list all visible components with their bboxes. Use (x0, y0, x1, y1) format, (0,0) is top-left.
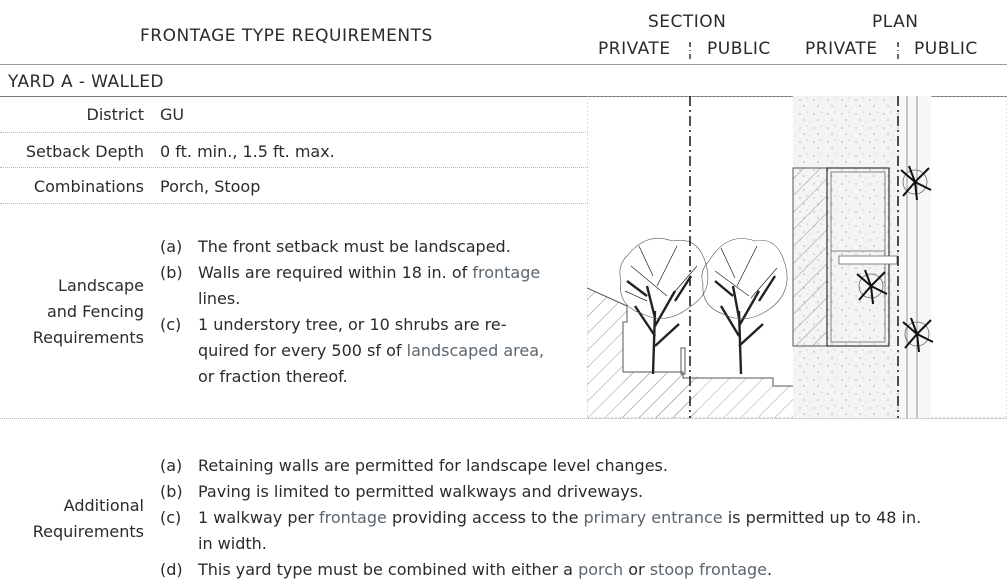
landscape-list (160, 234, 590, 390)
stoop-frontage-link[interactable]: stoop frontage (649, 560, 768, 579)
district-value: GU (160, 105, 185, 124)
list-marker: (a) (160, 456, 183, 475)
list-item (160, 234, 590, 260)
list-item (160, 453, 1000, 479)
frontage-link[interactable]: frontage (318, 508, 387, 527)
list-text: providing access to the (386, 508, 584, 527)
list-marker: (c) (160, 315, 182, 334)
landscaped-area-link[interactable]: landscaped area, (406, 341, 545, 360)
list-text: in width. (198, 534, 267, 553)
list-marker: (a) (160, 237, 183, 256)
list-item (160, 505, 1000, 557)
plan-public-label: PUBLIC (914, 39, 978, 59)
combinations-label: Combinations (33, 177, 144, 196)
list-marker: (c) (160, 508, 182, 527)
list-text: or (623, 560, 650, 579)
list-text: . (767, 560, 773, 579)
porch-link[interactable]: porch (578, 560, 624, 579)
district-label: District (86, 105, 144, 124)
list-item (160, 557, 1000, 583)
list-text: or fraction thereof. (198, 367, 348, 386)
additional-label-line: Requirements (32, 522, 144, 541)
header-dividers (0, 0, 1007, 70)
row-divider (0, 203, 588, 204)
list-text: 1 understory tree, or 10 shrubs are re- (198, 315, 507, 334)
list-marker: (d) (160, 560, 183, 579)
row-divider (0, 132, 588, 133)
primary-entrance-link[interactable]: primary entrance (583, 508, 723, 527)
plan-private-label: PRIVATE (805, 39, 878, 59)
list-text: Retaining walls are permitted for landscape level changes. (198, 456, 668, 475)
tree-icon (620, 238, 708, 374)
section-view (587, 96, 793, 418)
setback-value: 0 ft. min., 1.5 ft. max. (160, 142, 335, 161)
list-item (160, 312, 590, 390)
tree-icon (702, 239, 787, 375)
additional-label-line: Additional (63, 496, 144, 515)
landscape-label-line: Landscape (58, 276, 144, 295)
list-item (160, 260, 590, 312)
plan-view (793, 96, 1007, 418)
header-bottom-rule (0, 64, 1007, 65)
list-text: Walls are required within 18 in. of (198, 263, 473, 282)
list-text: quired for every 500 sf of (198, 341, 407, 360)
table-title: FRONTAGE TYPE REQUIREMENTS (140, 26, 433, 46)
list-item (160, 479, 1000, 505)
list-text: This yard type must be combined with either a (198, 560, 579, 579)
list-text: lines. (198, 289, 241, 308)
section-plan-diagram (587, 96, 1007, 420)
landscape-label (0, 273, 144, 351)
plan-heading: PLAN (872, 12, 919, 32)
list-marker: (b) (160, 482, 183, 501)
list-text: Paving is limited to permitted walkways and driveways. (198, 482, 644, 501)
row-divider (0, 167, 588, 168)
list-text: The front setback must be landscaped. (198, 237, 511, 256)
list-marker: (b) (160, 263, 183, 282)
setback-label: Setback Depth (25, 142, 144, 161)
landscape-label-line: Requirements (32, 328, 144, 347)
list-text: 1 walkway per (198, 508, 319, 527)
combinations-value: Porch, Stoop (160, 177, 261, 196)
section-heading: SECTION (648, 12, 727, 32)
list-text: is permitted up to 48 in. (722, 508, 922, 527)
yard-title: YARD A - WALLED (8, 72, 164, 92)
additional-list (160, 453, 1000, 583)
additional-label (0, 493, 144, 545)
landscape-label-line: and Fencing (46, 302, 144, 321)
section-private-label: PRIVATE (598, 39, 671, 59)
frontage-link[interactable]: frontage (472, 263, 541, 282)
section-public-label: PUBLIC (707, 39, 771, 59)
